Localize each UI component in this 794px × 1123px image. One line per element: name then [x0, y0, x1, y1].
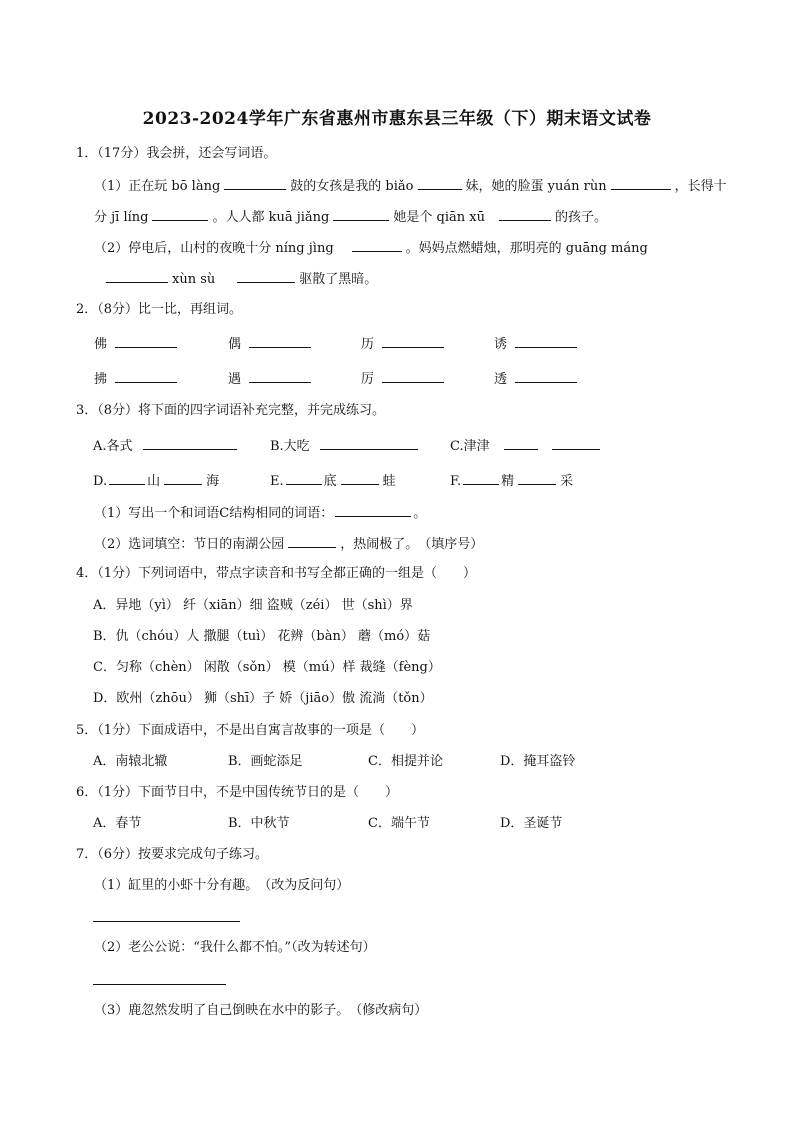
q1-text: 鼓的女孩是我的 biǎo	[290, 179, 414, 194]
answer-blank[interactable]	[382, 334, 444, 348]
q1-text: ，长得十	[674, 179, 727, 194]
q1-text: 妹，她的脸蛋 yuán rùn	[465, 179, 607, 194]
q1-text: 驱散了黑暗。	[299, 272, 378, 287]
q2-char: 透	[494, 372, 508, 387]
answer-blank[interactable]	[320, 436, 418, 450]
q4-option-c[interactable]: C．匀称（chèn） 闲散（sǒn） 模（mú）样 裁缝（fèng）	[93, 660, 441, 675]
answer-blank[interactable]	[611, 176, 671, 190]
q7-subquestion-1: （1）缸里的小虾十分有趣。 （改为反问句）	[94, 878, 350, 893]
answer-blank[interactable]	[515, 369, 577, 383]
q2-item	[494, 333, 581, 352]
q2-item	[228, 368, 315, 387]
q2-char: 诱	[494, 337, 508, 352]
answer-blank[interactable]	[109, 471, 145, 485]
q7-subquestion-3: （3）鹿忽然发明了自己倒映在水中的影子。 （修改病句）	[94, 1003, 428, 1018]
q5-option-d[interactable]: D．掩耳盗铃	[500, 754, 576, 769]
question-1-line-1	[94, 176, 727, 196]
q1-text: （1）正在玩 bō làng	[94, 179, 221, 194]
q6-option-d[interactable]: D．圣诞节	[500, 816, 563, 831]
answer-blank[interactable]	[333, 207, 389, 221]
q3-text: 采	[560, 474, 574, 489]
q6-option-b[interactable]: B．中秋节	[228, 816, 290, 831]
q2-char: 遇	[228, 372, 242, 387]
answer-blank[interactable]	[504, 436, 538, 450]
q3-item-e	[270, 470, 396, 489]
q3-text: ，热闹极了。 （填序号）	[340, 537, 484, 552]
answer-blank[interactable]	[418, 176, 462, 190]
q7-answer-line-2[interactable]	[93, 984, 226, 985]
q3-item-c	[450, 435, 604, 454]
answer-blank[interactable]	[335, 503, 411, 517]
q2-char: 拂	[94, 372, 108, 387]
answer-blank[interactable]	[115, 334, 177, 348]
answer-blank[interactable]	[249, 369, 311, 383]
q3-text: 精	[501, 474, 515, 489]
q3-text: （1）写出一个和词语C结构相同的词语：	[94, 506, 334, 521]
q3-item-f	[450, 470, 573, 489]
answer-blank[interactable]	[143, 436, 237, 450]
q3-item-a	[93, 435, 241, 454]
answer-blank[interactable]	[382, 369, 444, 383]
answer-blank[interactable]	[164, 471, 202, 485]
question-1-stem: 1．（17分）我会拼，还会写词语。	[76, 146, 277, 161]
question-2-stem: 2．（8分）比一比，再组词。	[76, 302, 243, 317]
q3-item-d	[93, 470, 219, 489]
question-7-stem: 7．（6分）按要求完成句子练习。	[76, 847, 269, 862]
q5-option-a[interactable]: A．南辕北辙	[93, 754, 168, 769]
q3-subquestion-1	[94, 503, 426, 523]
answer-blank[interactable]	[518, 471, 556, 485]
answer-blank[interactable]	[237, 269, 295, 283]
q3-item-b	[270, 435, 422, 454]
q6-option-a[interactable]: A．春节	[93, 816, 142, 831]
answer-blank[interactable]	[106, 269, 168, 283]
question-6-stem: 6．（1分）下面节日中，不是中国传统节日的是（ ）	[76, 785, 399, 800]
q5-option-b[interactable]: B．画蛇添足	[228, 754, 303, 769]
answer-blank[interactable]	[286, 471, 322, 485]
q3-text: B.大吃	[270, 439, 310, 454]
q1-text: xùn sù	[172, 272, 216, 287]
question-1-line-3	[94, 238, 648, 258]
q3-text: 山	[147, 474, 161, 489]
q2-item	[361, 333, 448, 352]
q2-item	[361, 368, 448, 387]
q6-option-c[interactable]: C．端午节	[368, 816, 430, 831]
q3-text: D.	[93, 474, 108, 489]
question-4-stem: 4．（1分）下列词语中，带点字读音和书写全都正确的一组是（ ）	[76, 566, 477, 581]
q2-char: 佛	[94, 337, 108, 352]
q4-option-b[interactable]: B．仇（chóu）人 撒腿（tuì） 花辨（bàn） 蘑（mó）菇	[93, 629, 431, 644]
q3-text: 。	[413, 506, 427, 521]
q7-answer-line-1[interactable]	[93, 921, 240, 922]
q4-option-d[interactable]: D．欧州（zhōu） 狮（shī）子 娇（jiāo）傲 流淌（tǒn）	[93, 691, 433, 706]
question-1-line-4	[106, 269, 377, 289]
q1-text: 。人人都 kuā jiǎng	[212, 210, 330, 225]
q2-item	[94, 333, 181, 352]
q4-option-a[interactable]: A．异地（yì） 纤（xiān）细 盗贼（zéi） 世（shì）界	[93, 598, 413, 613]
q3-text: 蛙	[382, 474, 396, 489]
answer-blank[interactable]	[152, 207, 208, 221]
q7-subquestion-2: （2）老公公说：“我什么都不怕。”（改为转述句）	[94, 940, 376, 955]
answer-blank[interactable]	[249, 334, 311, 348]
q5-option-c[interactable]: C．相提并论	[368, 754, 443, 769]
answer-blank[interactable]	[463, 471, 499, 485]
answer-blank[interactable]	[352, 238, 402, 252]
q1-text: （2）停电后，山村的夜晚十分 níng jìng	[94, 241, 334, 256]
answer-blank[interactable]	[499, 207, 551, 221]
question-1-line-2	[94, 207, 607, 227]
q1-text: 她是个 qiān xū	[393, 210, 485, 225]
answer-blank[interactable]	[115, 369, 177, 383]
q2-item	[494, 368, 581, 387]
q3-text: 底	[323, 474, 337, 489]
answer-blank[interactable]	[552, 436, 600, 450]
page-title: 2023-2024学年广东省惠州市惠东县三年级（下）期末语文试卷	[142, 109, 652, 129]
q3-text: E.	[270, 474, 284, 489]
answer-blank[interactable]	[224, 176, 286, 190]
answer-blank[interactable]	[515, 334, 577, 348]
q3-text: 海	[206, 474, 220, 489]
answer-blank[interactable]	[288, 534, 336, 548]
q2-char: 厉	[361, 372, 375, 387]
q2-item	[94, 368, 181, 387]
q3-text: （2）选词填空：节日的南湖公园	[94, 537, 285, 552]
q3-subquestion-2	[94, 534, 483, 554]
answer-blank[interactable]	[341, 471, 379, 485]
q3-text: F.	[450, 474, 462, 489]
q3-text: C.津津	[450, 439, 490, 454]
q2-item	[228, 333, 315, 352]
q1-text: 分 jī líng	[94, 210, 149, 225]
q3-text: A.各式	[93, 439, 133, 454]
question-5-stem: 5．（1分）下面成语中，不是出自寓言故事的一项是（ ）	[76, 723, 425, 738]
q1-text: 的孩子。	[554, 210, 607, 225]
q2-char: 偶	[228, 337, 242, 352]
question-3-stem: 3．（8分）将下面的四字词语补充完整，并完成练习。	[76, 403, 386, 418]
q2-char: 历	[361, 337, 375, 352]
q1-text: 。妈妈点燃蜡烛，那明亮的 guāng máng	[405, 241, 648, 256]
